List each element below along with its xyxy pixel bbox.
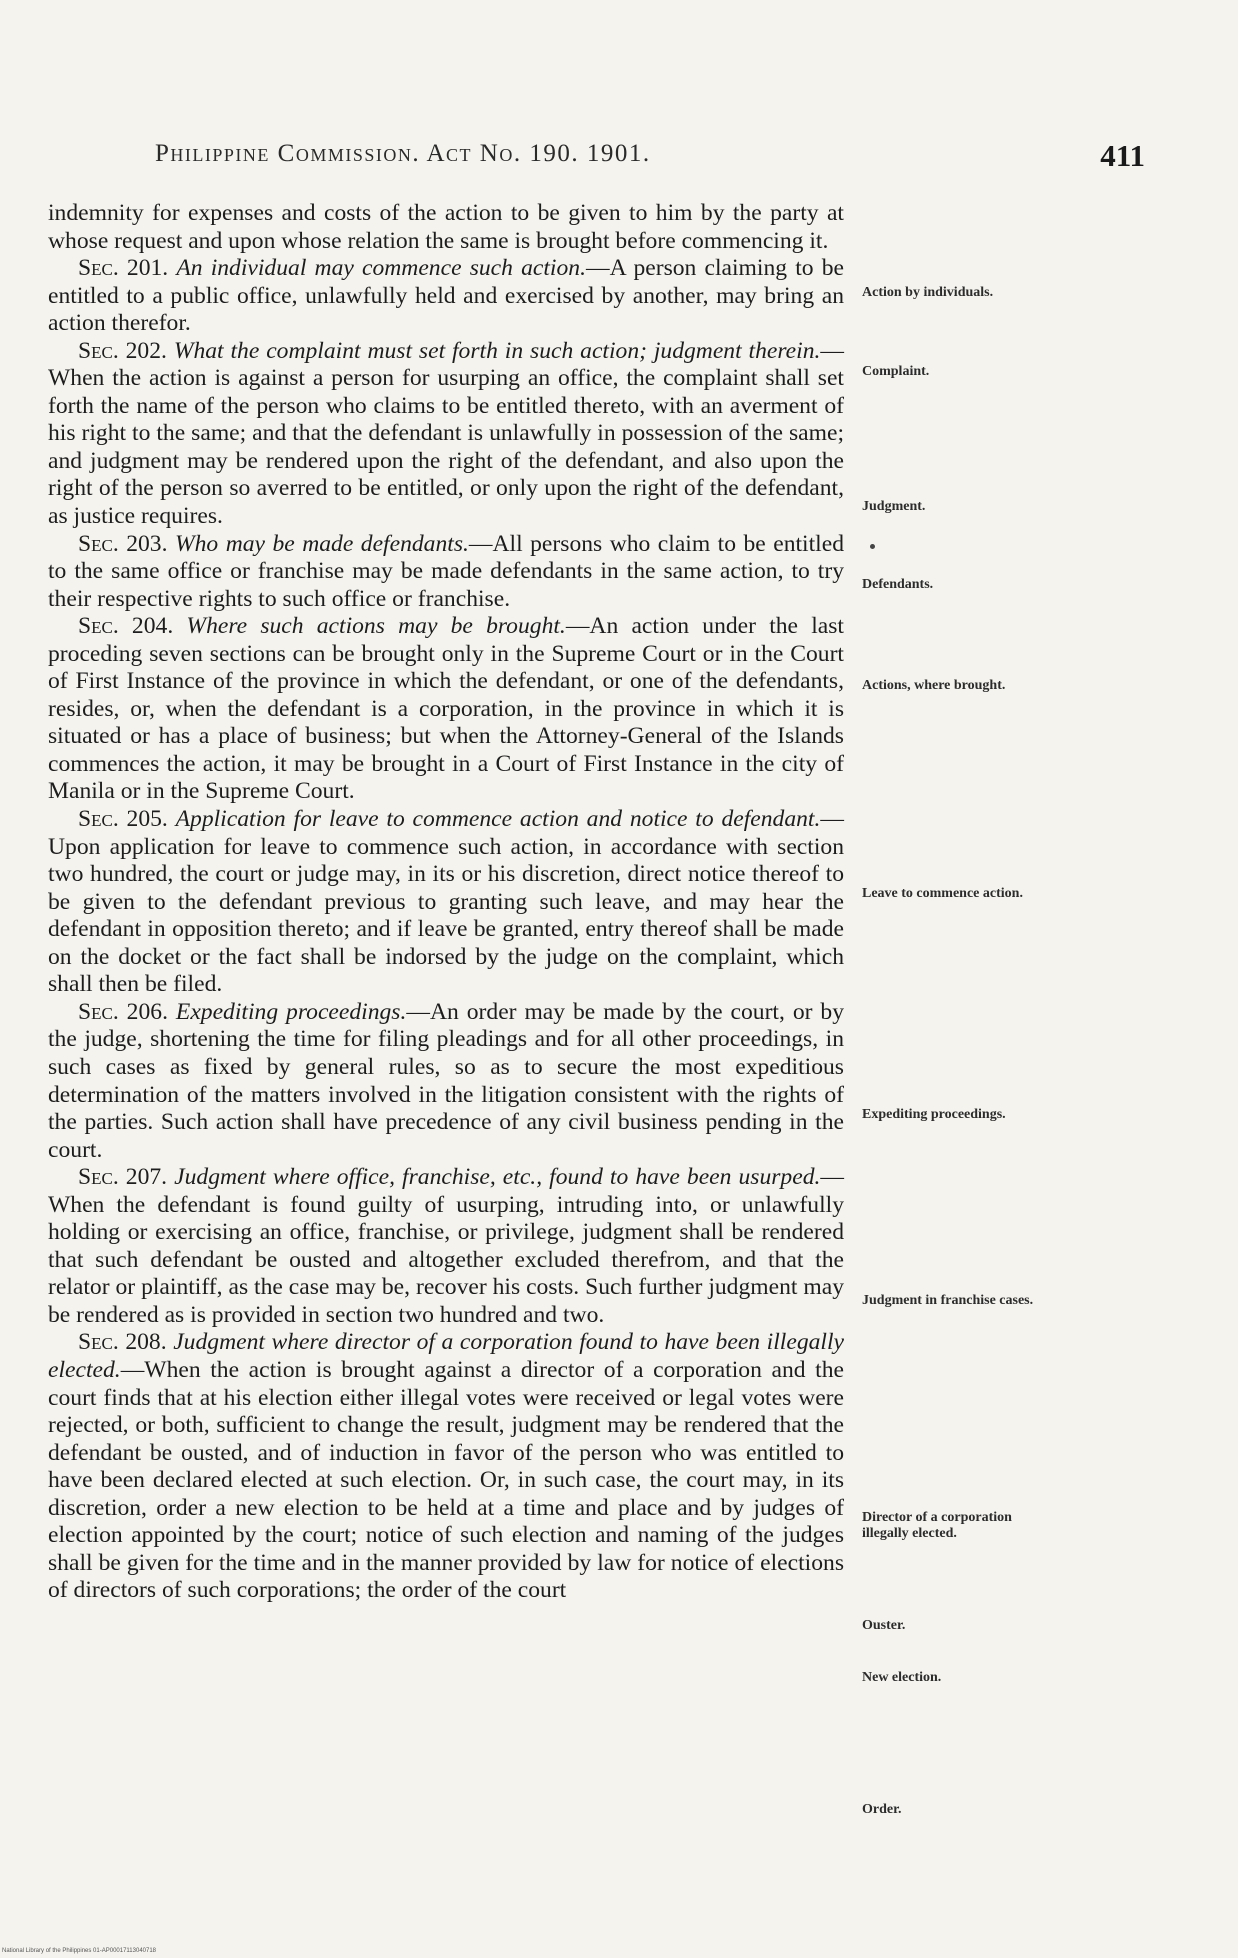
section-catchline: What the complaint must set forth in such action; judgment therein. [173,337,821,364]
margin-note-defendants: Defendants. [862,577,934,592]
section-204 [48,613,844,806]
section-catchline: Where such actions may be brought. [186,613,566,640]
margin-note-leave-to-commence: Leave to commence action. [862,886,1023,901]
margin-note-complaint: Complaint. [862,364,930,379]
margin-note-new-election: New election. [862,1670,942,1685]
header-title: Philippine Commission. Act No. 190. 1901. [155,140,651,167]
margin-mark [870,544,875,549]
margin-note-expediting-proceedings: Expediting proceedings. [862,1107,1006,1122]
paragraph-text: indemnity for expenses and costs of the action to be given to him by the party at whose request and upon whose relation the same is brought before commencing it. [48,200,844,254]
margin-note-actions-where-brought: Actions, where brought. [862,678,1006,693]
section-text: —When the defendant is found guilty of usurping, intruding into, or unlawfully holding or exercising an office, franchise, or privilege, judgment shall be rendered that such defendant be ousted and altogether excluded therefrom, and that the relator or plaintiff, as the case may be, recover his costs. Such further judgment may be rendered as is provided in section two hundred and two. [48,1164,844,1328]
section-208 [48,1329,844,1604]
section-catchline: Judgment where office, franchise, etc., found to have been usurped. [174,1164,821,1191]
section-number: Sec. 201. [78,255,177,282]
section-206 [48,999,844,1164]
section-205 [48,806,844,999]
margin-note-action-by-individuals: Action by individuals. [862,285,994,300]
section-number: Sec. 205. [78,806,176,833]
section-text: —A person claiming to be entitled to a public office, unlawfully held and exercised by another, may bring an action therefor. [48,255,844,337]
section-text: —Upon application for leave to commence such action, in accordance with section two hundred, the court or judge may, in its or his discretion, direct notice thereof to be given to the defendant previous to granting such leave, and may hear the defendant in opposition thereto; and if leave be granted, entry thereof shall be made on the docket or the fact shall be indorsed by the judge on the complaint, which shall then be filed. [48,806,844,998]
body-text [48,200,844,1605]
section-number: Sec. 203. [78,530,175,557]
section-203 [48,531,844,614]
section-catchline: Expediting proceedings. [175,998,407,1025]
section-text: —When the action is against a person for usurping an office, the complaint shall set forth the name of the person who claims to be entitled thereto, with an averment of his right to the same; and that the defendant is unlawfully in possession of the same; and judgment may be rendered upon the right of the defendant, and also upon the right of the person so averred to be entitled, or only upon the right of the defendant, as justice requires. [48,337,844,530]
margin-note-order: Order. [862,1802,902,1817]
section-number: Sec. 206. [78,998,176,1025]
paragraph-continuation [48,200,844,255]
margin-note-director-illegally-elected: Director of a corporation illegally elected. [862,1510,1012,1541]
section-catchline: An individual may commence such action. [176,255,586,282]
section-number: Sec. 208. [78,1329,174,1356]
section-207 [48,1164,844,1329]
section-number: Sec. 207. [78,1164,175,1191]
margin-note-judgment-franchise: Judgment in franchise cases. [862,1293,1034,1308]
scan-credit: National Library of the Philippines 01-AP00017113040718 [2,1948,156,1954]
section-catchline: Who may be made defendants. [174,530,469,557]
section-text: —An order may be made by the court, or by the judge, shortening the time for filing pleadings and for all other proceedings, in such cases as fixed by general rules, so as to secure the most expeditious determination of the matters involved in the litigation consistent with the rights of the parties. Such action shall have precedence of any civil business pending in the court. [48,998,844,1163]
margin-note-ouster: Ouster. [862,1618,906,1633]
section-catchline: Application for leave to commence action and notice to defendant. [175,806,821,833]
margin-note-judgment: Judgment. [862,499,926,514]
section-number: Sec. 202. [78,337,174,364]
section-202 [48,338,844,531]
section-text: —An action under the last proceding seven sections can be brought only in the Supreme Court or in the Court of First Instance of the province in which the defendant, or one of the defendants, resides, or, when the defendant is a corporation, in the province in which it is situated or has a place of business; but when the Attorney-General of the Islands commences the action, it may be brought in a Court of First Instance in the city of Manila or in the Supreme Court. [48,613,844,805]
section-catchline: Judgment where director of a corporation found to have been illegally elected. [48,1329,844,1383]
section-number: Sec. 204. [78,613,187,640]
section-text: —When the action is brought against a director of a corporation and the court finds that at his election either illegal votes were received or legal votes were rejected, or both, sufficient to change the result, judgment may be rendered that the defendant be ousted, and of induction in favor of the person who was entitled to have been declared elected at such election. Or, in such case, the court may, in its discretion, order a new election to be held at a time and place and by judges of election appointed by the court; notice of such election and naming of the judges shall be given for the time and in the manner provided by law for notice of elections of directors of such corporations; the order of the court [48,1356,844,1604]
section-text: —All persons who claim to be entitled to the same office or franchise may be made defendants in the same action, to try their respective rights to such office or franchise. [48,530,844,612]
running-header [155,138,1145,178]
section-201 [48,255,844,338]
page-number: 411 [1100,138,1145,173]
